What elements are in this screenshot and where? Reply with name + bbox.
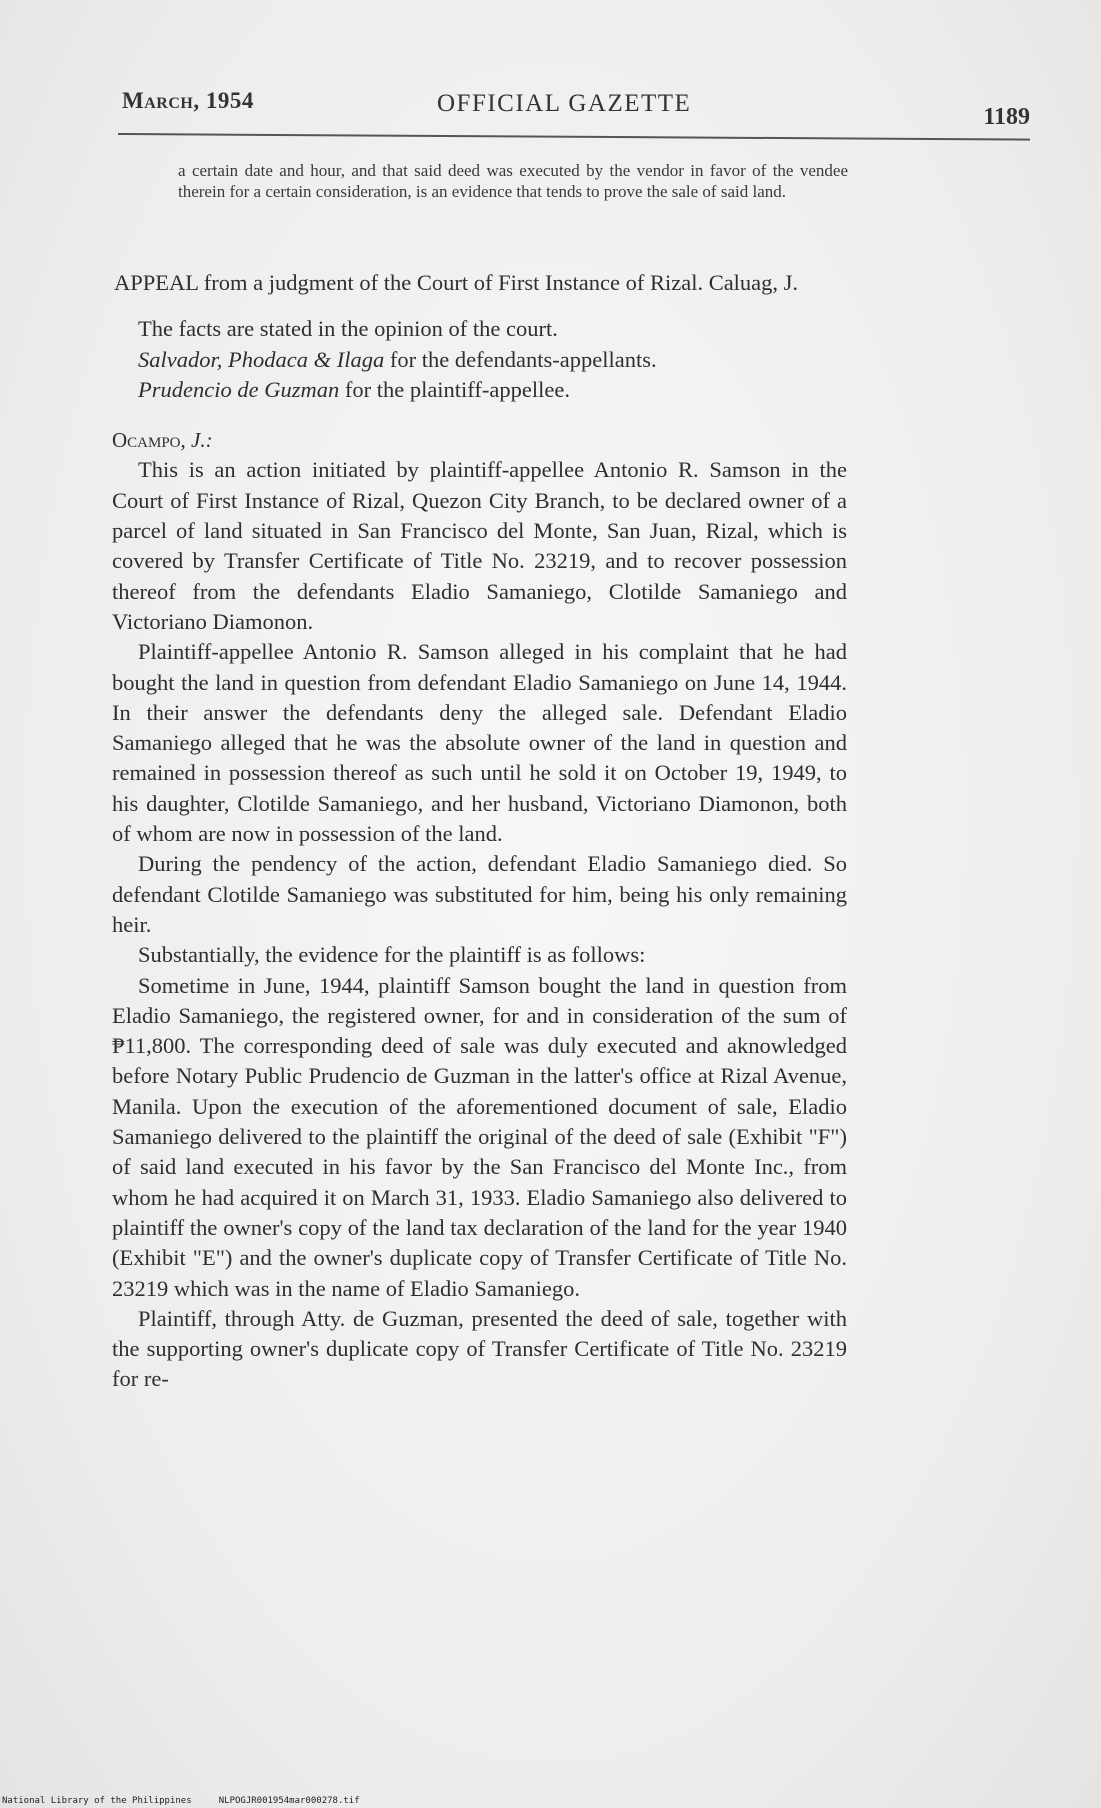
header-date: March, 1954 <box>122 88 254 113</box>
justice-name: Ocampo <box>112 428 181 453</box>
counsel-appellants-name: Salvador, Phodaca & Ilaga <box>138 346 385 372</box>
facts-note: The facts are stated in the opinion of the court. <box>138 316 558 342</box>
paragraph: During the pendency of the action, defendant Eladio Samaniego died. So defendant Clotilde Samaniego was substituted for him, being his only remaining heir. <box>112 851 847 937</box>
paragraph: This is an action initiated by plaintiff-appellee Antonio R. Samson in the Court of First Instance of Rizal, Quezon City Branch, to be declared owner of a parcel of land situated in San Francisco del Monte, San Juan, Rizal, which is covered by Transfer Certificate of Title No. 23219, and to recover possession thereof from the defendants Eladio Samaniego, Clotilde Samaniego and Victoriano Diamonon. <box>112 457 847 634</box>
header-page-number: 1189 <box>983 104 1030 130</box>
paragraph: Substantially, the evidence for the plaintiff is as follows: <box>138 942 646 968</box>
paragraph: Plaintiff, through Atty. de Guzman, presented the deed of sale, together with the supporting owner's duplicate copy of Transfer Certificate of Title No. 23219 for re- <box>112 1305 847 1392</box>
justice-suffix: J.: <box>191 428 213 453</box>
appeal-line: APPEAL from a judgment of the Court of First Instance of Rizal. Caluag, J. <box>114 270 799 295</box>
paragraph: Sometime in June, 1944, plaintiff Samson bought the land in question from Eladio Samaniego, the registered owner, for and in consideration of the sum of ₱11,800. The corresponding deed of sale was duly executed and aknowledged before Notary Public Prudencio de Guzman in the latter's office at Rizal Avenue, Manila. Upon the execution of the aforementioned document of sale, Eladio Samaniego delivered to the plaintiff the original of the deed of sale (Exhibit "F") of said land executed in his favor by the San Francisco del Monte Inc., from whom he had acquired it on March 31, 1933. Eladio Samaniego also delivered to plaintiff the owner's copy of the land tax declaration of the land for the year 1940 (Exhibit "E") and the owner's duplicate copy of Transfer Certificate of Title No. 23219 which was in the name of Eladio Samaniego. <box>112 972 847 1301</box>
paragraph: Plaintiff-appellee Antonio R. Samson alleged in his complaint that he had bought the land in question from defendant Eladio Samaniego on June 14, 1944. In their answer the defendants deny the alleged sale. Defendant Eladio Samaniego alleged that he was the absolute owner of the land in question and remained in possession thereof as such until he sold it on October 19, 1949, to his daughter, Clotilde Samaniego, and her husband, Victoriano Diamonon, both of whom are now in possession of the land. <box>112 639 847 847</box>
counsel-appellee <box>112 375 847 405</box>
page-header <box>122 88 1030 128</box>
scan-footer: National Library of the Philippines NLPOGJR001954mar000278.tif <box>2 1796 360 1806</box>
counsel-appellee-name: Prudencio de Guzman <box>138 376 340 402</box>
header-publication-title: OFFICIAL GAZETTE <box>437 90 692 117</box>
counsel-appellants-role: for the defendants-appellants. <box>389 346 657 372</box>
header-rule <box>118 133 1030 141</box>
counsel-appellee-role: for the plaintiff-appellee. <box>344 376 570 402</box>
syllabus-text: a certain date and hour, and that said deed was executed by the vendor in favor of the vendee therein for a certain consideration, is an evidence that tends to prove the sale of said land. <box>178 161 848 201</box>
document-body <box>112 268 847 1395</box>
justice-heading: Ocampo, J.: <box>112 428 213 453</box>
counsel-appellants <box>112 345 847 375</box>
